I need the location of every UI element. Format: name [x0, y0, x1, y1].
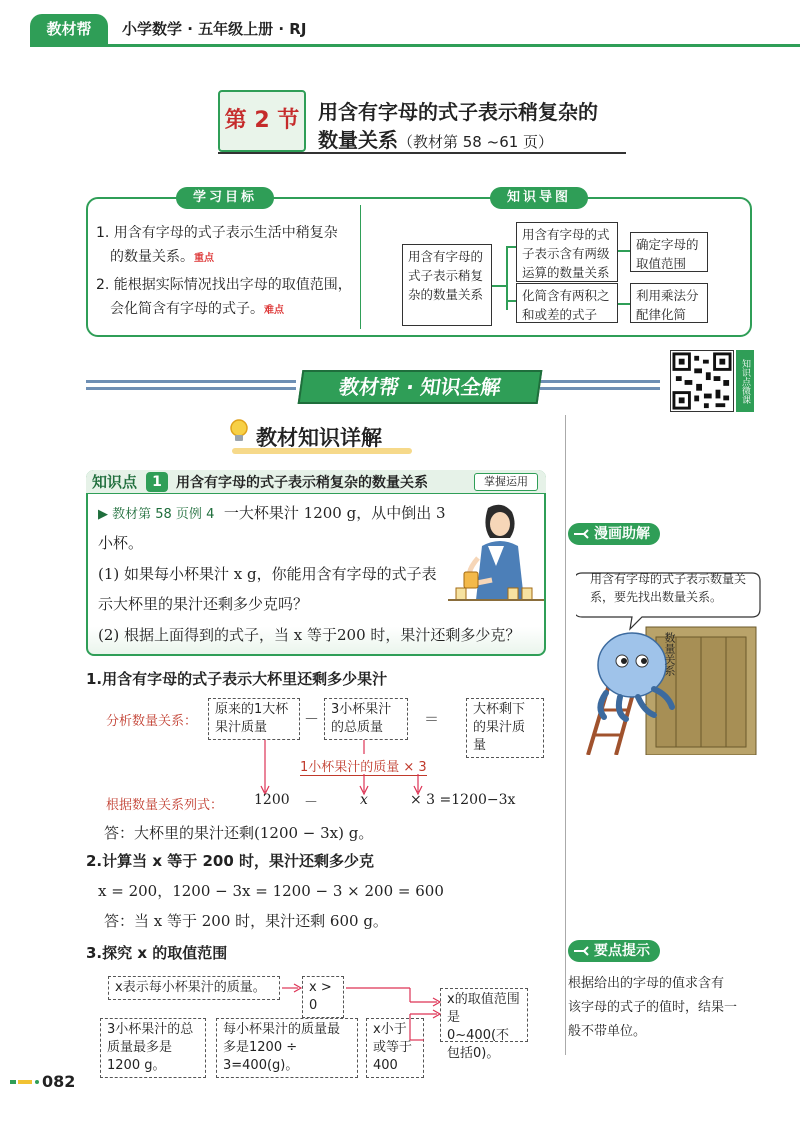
map-leaf-1: 确定字母的取值范围 [630, 232, 708, 272]
question-1b: 示大杯里的果汁还剩多少克吗？ [98, 595, 309, 613]
banner-rule [86, 380, 296, 383]
section-title-text: 数量关系 [318, 128, 398, 152]
step2-answer: 答：当 x 等于 200 时，果汁还剩 600 g。 [104, 912, 388, 930]
pointing-hand-icon [572, 942, 592, 960]
step3-heading: 3.探究 x 的取值范围 [86, 944, 228, 962]
section-title-line2 [318, 124, 553, 153]
example-text1: 一大杯果汁 1200 g，从中倒出 3 [223, 504, 446, 522]
banner-rule [540, 387, 660, 390]
tip-line-2: 该字母的式子的值时，结果一 [568, 1000, 738, 1015]
analysis-label: 分析数量关系： [106, 714, 198, 729]
equals-sign: ＝ [424, 710, 440, 728]
question-2: (2) 根据上面得到的式子，当 x 等于200 时，果汁还剩多少克？ [98, 626, 521, 644]
door-text: 数量关系 [663, 632, 676, 676]
key-point-badge: 重点 [194, 253, 214, 264]
map-root: 用含有字母的式子表示稍复杂的数量关系 [402, 244, 492, 326]
banner-rule [86, 387, 296, 390]
map-leaf-2: 利用乘法分配律化简 [630, 283, 708, 323]
map-connector [618, 250, 630, 252]
range-box-meaning: x表示每小杯果汁的质量。 [108, 976, 280, 1000]
goal-1-line2 [110, 246, 214, 266]
tip-line-3: 般不带单位。 [568, 1024, 647, 1039]
example-line1 [98, 502, 446, 523]
arrows [240, 740, 440, 800]
column-divider [565, 415, 566, 1055]
banner-rule [540, 380, 660, 383]
range-box-total: 3小杯果汁的总质量最多是1200 g。 [100, 1018, 206, 1078]
header-tab: 教材帮 [30, 14, 108, 44]
goal-2-line2 [110, 298, 284, 318]
formula-minus: － [304, 795, 318, 811]
comic-bubble-text: 用含有字母的式子表示数量关系，要先找出数量关系。 [590, 572, 747, 604]
comic-label: 漫画助解 [568, 523, 660, 545]
remaining-mass-box: 大杯剩下的果汁质量 [466, 698, 544, 758]
question-1a: (1) 如果每小杯果汁 x g，你能用含有字母的式子表 [98, 565, 437, 583]
original-mass-box: 原来的1大杯果汁质量 [208, 698, 300, 740]
example-line2: 小杯。 [98, 534, 144, 552]
section-tag: 第 2 节 [218, 90, 306, 152]
difficult-point-badge: 难点 [264, 305, 284, 316]
sub-expression: 1小杯果汁的质量 × 3 [300, 756, 427, 776]
formula-label: 根据数量关系列式： [106, 798, 224, 813]
goal-1-text: 的数量关系。 [110, 249, 194, 265]
formula-1200: 1200 [254, 792, 290, 808]
tip-line-1: 根据给出的字母的值求含有 [568, 976, 725, 991]
minus-sign: － [304, 710, 320, 728]
step2-heading: 2.计算当 x 等于 200 时，果汁还剩多少克 [86, 852, 375, 870]
range-box-per-cup: 每小杯果汁的质量最多是1200 ÷ 3=400(g)。 [216, 1018, 358, 1078]
textbook-ref: ▶ 教材第 58 页例 4 [98, 507, 215, 522]
qr-code-icon[interactable] [670, 350, 734, 412]
step1-answer: 答：大杯里的果汁还剩(1200 − 3x) g。 [104, 824, 374, 842]
section-ref: （教材第 58 ~61 页） [398, 133, 554, 151]
range-box-max: x小于或等于400 [366, 1018, 424, 1078]
map-branch-1: 用含有字母的式子表示含有两级运算的数量关系 [516, 222, 618, 282]
header-bar [0, 0, 800, 50]
subheading: 教材知识详解 [256, 426, 382, 450]
formula-x: x [360, 792, 368, 808]
goal-2-text: 会化简含有字母的式子。 [110, 301, 264, 317]
map-connector [506, 246, 516, 248]
map-connector [618, 303, 630, 305]
qr-label: 知识点微课 [736, 350, 754, 412]
woman-pouring-juice-illustration [448, 500, 544, 610]
lightbulb-icon [228, 418, 250, 444]
goals-label: 学习目标 [176, 187, 274, 209]
map-label: 知识导图 [490, 187, 588, 209]
section-title-line1: 用含有字母的式子表示稍复杂的 [318, 100, 598, 124]
header-rule [30, 44, 800, 47]
map-connector [506, 300, 516, 302]
goals-divider [360, 205, 361, 329]
three-cups-mass-box: 3小杯果汁的总质量 [324, 698, 408, 740]
step1-heading: 1.用含有字母的式子表示大杯里还剩多少果汁 [86, 670, 388, 688]
formula-result: × 3 =1200−3x [410, 792, 516, 808]
pointing-hand-icon [572, 525, 592, 543]
footer-decoration-icon [10, 1078, 40, 1086]
page-number: 082 [42, 1072, 76, 1091]
step2-calculation: x = 200，1200 − 3x = 1200 − 3 × 200 = 600 [98, 882, 444, 900]
map-branch-2: 化简含有两积之和或差的式子 [516, 283, 618, 323]
tip-label: 要点提示 [568, 940, 660, 962]
goal-1-line1: 1. 用含有字母的式子表示生活中稍复杂 [96, 225, 338, 241]
range-box-positive: x > 0 [302, 976, 344, 1018]
book-title: 小学数学 · 五年级上册 · RJ [122, 20, 307, 38]
goal-2-line1: 2. 能根据实际情况找出字母的取值范围， [96, 277, 352, 293]
banner-title: 教材帮 · 知识全解 [298, 370, 543, 404]
range-arrows [280, 980, 450, 1050]
knowledge-point-label: 知识点 [92, 473, 138, 491]
range-box-result: x的取值范围是0~400(不包括0)。 [440, 988, 528, 1042]
map-connector [492, 285, 506, 287]
knowledge-point-number: 1 [146, 472, 168, 492]
mastery-badge: 掌握运用 [474, 473, 538, 491]
knowledge-point-title: 用含有字母的式子表示稍复杂的数量关系 [176, 475, 428, 491]
